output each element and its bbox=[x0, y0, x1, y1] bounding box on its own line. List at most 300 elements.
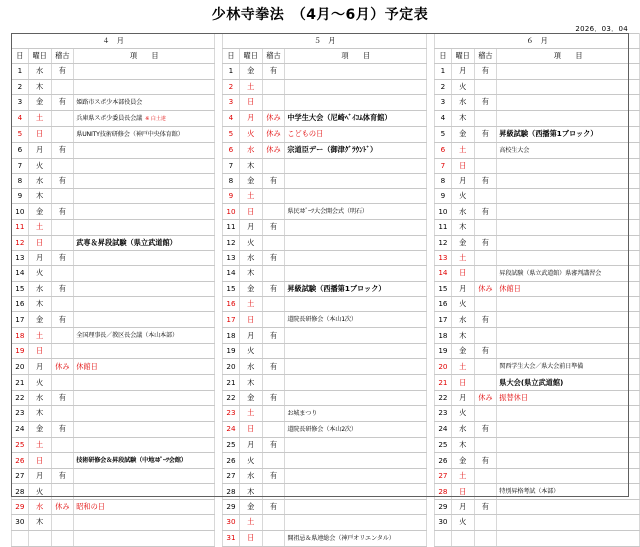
event-cell bbox=[285, 530, 427, 546]
column-gap bbox=[427, 530, 435, 546]
event-cell bbox=[285, 158, 427, 173]
event-text: 県民ｽﾎﾟｰﾂ大会開会式（明石） bbox=[287, 208, 368, 216]
practice-cell bbox=[262, 312, 285, 328]
day-cell: 2 bbox=[435, 79, 452, 94]
practice-cell bbox=[474, 469, 497, 484]
practice-cell: 有 bbox=[262, 469, 285, 484]
weekday-cell: 金 bbox=[239, 281, 262, 296]
day-cell: 15 bbox=[435, 281, 452, 296]
header-practice: 稽古 bbox=[51, 49, 74, 64]
header-day: 日 bbox=[12, 49, 29, 64]
practice-cell bbox=[262, 204, 285, 220]
day-cell: 22 bbox=[435, 390, 452, 405]
header-day: 日 bbox=[435, 49, 452, 64]
event-cell bbox=[497, 110, 640, 126]
event-cell bbox=[285, 437, 427, 452]
column-gap bbox=[427, 328, 435, 344]
event-cell bbox=[74, 126, 215, 142]
weekday-cell: 水 bbox=[451, 312, 474, 328]
event-cell bbox=[497, 297, 640, 312]
header-item: 項 目 bbox=[74, 49, 215, 64]
event-cell bbox=[74, 281, 215, 296]
day-cell: 23 bbox=[12, 405, 29, 421]
practice-cell: 有 bbox=[474, 453, 497, 469]
column-gap bbox=[427, 110, 435, 126]
table-row bbox=[12, 173, 640, 188]
practice-cell bbox=[474, 158, 497, 173]
day-cell: 20 bbox=[435, 359, 452, 375]
day-cell: 25 bbox=[435, 437, 452, 452]
practice-cell bbox=[474, 515, 497, 530]
day-cell: 30 bbox=[12, 515, 29, 530]
weekday-cell: 日 bbox=[239, 421, 262, 437]
weekday-cell: 月 bbox=[239, 110, 262, 126]
weekday-cell: 月 bbox=[239, 437, 262, 452]
column-gap bbox=[427, 437, 435, 452]
weekday-cell: 金 bbox=[239, 173, 262, 188]
weekday-cell: 金 bbox=[28, 204, 51, 220]
practice-cell bbox=[51, 235, 74, 250]
table-row bbox=[12, 126, 640, 142]
event-cell bbox=[74, 204, 215, 220]
column-gap bbox=[215, 235, 223, 250]
column-gap bbox=[215, 142, 223, 158]
day-cell: 17 bbox=[12, 312, 29, 328]
table-row bbox=[12, 375, 640, 390]
weekday-cell: 日 bbox=[239, 312, 262, 328]
event-cell bbox=[285, 328, 427, 344]
event-text: 関西学生大会／県大会前日準備 bbox=[499, 363, 584, 371]
event-cell bbox=[74, 500, 215, 515]
practice-cell bbox=[262, 235, 285, 250]
table-row bbox=[12, 235, 640, 250]
event-cell bbox=[497, 405, 640, 421]
weekday-cell: 日 bbox=[451, 158, 474, 173]
event-cell bbox=[497, 126, 640, 142]
weekday-cell: 木 bbox=[239, 375, 262, 390]
practice-cell bbox=[262, 79, 285, 94]
practice-cell bbox=[474, 265, 497, 281]
weekday-cell: 金 bbox=[28, 421, 51, 437]
table-row bbox=[12, 421, 640, 437]
column-gap bbox=[215, 64, 223, 79]
weekday-cell: 木 bbox=[239, 158, 262, 173]
table-row bbox=[12, 250, 640, 265]
event-cell bbox=[285, 421, 427, 437]
column-gap bbox=[427, 204, 435, 220]
weekday-cell: 土 bbox=[451, 469, 474, 484]
day-cell: 5 bbox=[12, 126, 29, 142]
day-cell: 2 bbox=[12, 79, 29, 94]
event-text: 武専＆昇段試験（県立武道館） bbox=[76, 237, 177, 247]
practice-cell: 有 bbox=[262, 250, 285, 265]
table-row bbox=[12, 312, 640, 328]
practice-cell: 休み bbox=[262, 142, 285, 158]
event-cell bbox=[497, 500, 640, 515]
column-gap bbox=[215, 220, 223, 235]
practice-cell bbox=[474, 375, 497, 390]
day-cell: 6 bbox=[435, 142, 452, 158]
day-cell: 23 bbox=[223, 405, 240, 421]
practice-cell bbox=[474, 110, 497, 126]
event-text: 道院長研修会（本山1次） bbox=[287, 316, 357, 324]
column-gap bbox=[215, 265, 223, 281]
practice-cell bbox=[51, 265, 74, 281]
event-cell bbox=[497, 94, 640, 110]
event-cell bbox=[74, 297, 215, 312]
day-cell: 29 bbox=[435, 500, 452, 515]
weekday-cell: 火 bbox=[239, 126, 262, 142]
practice-cell bbox=[262, 405, 285, 421]
column-gap bbox=[215, 297, 223, 312]
practice-cell bbox=[262, 94, 285, 110]
event-text: 休館日 bbox=[76, 361, 98, 371]
page-title: 少林寺拳法 （4月～6月）予定表 bbox=[211, 7, 429, 23]
practice-cell: 有 bbox=[51, 312, 74, 328]
day-cell: 28 bbox=[435, 484, 452, 500]
weekday-cell: 水 bbox=[239, 142, 262, 158]
event-cell bbox=[497, 484, 640, 500]
column-gap bbox=[427, 421, 435, 437]
table-row bbox=[12, 265, 640, 281]
column-gap bbox=[427, 265, 435, 281]
event-cell bbox=[285, 469, 427, 484]
table-row bbox=[12, 390, 640, 405]
practice-cell bbox=[51, 189, 74, 204]
weekday-cell: 木 bbox=[451, 220, 474, 235]
day-cell: 7 bbox=[12, 158, 29, 173]
table-row bbox=[12, 79, 640, 94]
day-cell: 11 bbox=[435, 220, 452, 235]
event-cell bbox=[74, 312, 215, 328]
column-gap bbox=[215, 173, 223, 188]
practice-cell: 有 bbox=[474, 64, 497, 79]
header-day: 日 bbox=[223, 49, 240, 64]
weekday-cell: 金 bbox=[239, 390, 262, 405]
header-item: 項 目 bbox=[285, 49, 427, 64]
column-gap bbox=[427, 312, 435, 328]
day-cell: 4 bbox=[435, 110, 452, 126]
weekday-cell: 火 bbox=[451, 189, 474, 204]
event-cell bbox=[285, 390, 427, 405]
practice-cell: 有 bbox=[474, 421, 497, 437]
weekday-cell: 火 bbox=[239, 453, 262, 469]
day-cell: 5 bbox=[223, 126, 240, 142]
column-gap bbox=[427, 405, 435, 421]
weekday-cell: 金 bbox=[239, 500, 262, 515]
day-cell: 13 bbox=[435, 250, 452, 265]
event-cell bbox=[74, 220, 215, 235]
practice-cell: 有 bbox=[474, 126, 497, 142]
day-cell: 30 bbox=[223, 515, 240, 530]
weekday-cell: 月 bbox=[28, 250, 51, 265]
table-row bbox=[12, 158, 640, 173]
weekday-cell: 日 bbox=[28, 453, 51, 469]
practice-cell bbox=[51, 158, 74, 173]
event-text: 宗道臣デー（御津ｸﾞﾗｳﾝﾄﾞ） bbox=[287, 145, 378, 155]
header-weekday: 曜日 bbox=[451, 49, 474, 64]
weekday-cell: 日 bbox=[451, 375, 474, 390]
event-cell bbox=[285, 515, 427, 530]
weekday-cell: 金 bbox=[451, 126, 474, 142]
event-cell bbox=[285, 265, 427, 281]
weekday-cell: 木 bbox=[28, 297, 51, 312]
practice-cell bbox=[474, 189, 497, 204]
day-cell: 19 bbox=[12, 344, 29, 359]
event-cell bbox=[285, 220, 427, 235]
practice-cell bbox=[51, 530, 74, 546]
practice-cell bbox=[262, 530, 285, 546]
column-gap bbox=[427, 250, 435, 265]
practice-cell bbox=[51, 297, 74, 312]
column-gap bbox=[215, 94, 223, 110]
day-cell: 26 bbox=[12, 453, 29, 469]
practice-cell bbox=[262, 158, 285, 173]
day-cell: 19 bbox=[223, 344, 240, 359]
column-gap bbox=[215, 79, 223, 94]
day-cell: 6 bbox=[12, 142, 29, 158]
weekday-cell: 月 bbox=[451, 500, 474, 515]
event-cell bbox=[74, 453, 215, 469]
event-text: 県UNITY技術研修会（神戸中央体育館） bbox=[76, 130, 184, 138]
column-gap bbox=[215, 204, 223, 220]
event-cell bbox=[497, 437, 640, 452]
practice-cell: 有 bbox=[51, 281, 74, 296]
column-gap bbox=[427, 79, 435, 94]
weekday-cell: 水 bbox=[239, 359, 262, 375]
day-cell: 21 bbox=[223, 375, 240, 390]
document-date: 2026．03．04 bbox=[575, 25, 628, 33]
day-cell: 10 bbox=[435, 204, 452, 220]
day-cell: 6 bbox=[223, 142, 240, 158]
event-cell bbox=[497, 204, 640, 220]
table-row bbox=[12, 204, 640, 220]
weekday-cell: 日 bbox=[239, 530, 262, 546]
weekday-cell: 水 bbox=[239, 250, 262, 265]
column-gap bbox=[215, 469, 223, 484]
practice-cell: 有 bbox=[51, 421, 74, 437]
day-cell: 5 bbox=[435, 126, 452, 142]
column-gap bbox=[215, 312, 223, 328]
table-row bbox=[12, 142, 640, 158]
practice-cell: 有 bbox=[474, 173, 497, 188]
practice-cell: 有 bbox=[262, 220, 285, 235]
event-cell bbox=[74, 79, 215, 94]
event-cell bbox=[497, 220, 640, 235]
weekday-cell: 木 bbox=[451, 110, 474, 126]
column-gap bbox=[427, 297, 435, 312]
weekday-cell: 月 bbox=[239, 220, 262, 235]
event-note: ※ 白土達 bbox=[145, 115, 166, 122]
column-gap bbox=[215, 126, 223, 142]
practice-cell bbox=[474, 359, 497, 375]
event-text: 昭和の日 bbox=[76, 502, 105, 512]
weekday-cell: 月 bbox=[239, 328, 262, 344]
weekday-cell: 火 bbox=[239, 344, 262, 359]
practice-cell bbox=[474, 328, 497, 344]
day-cell: 18 bbox=[223, 328, 240, 344]
event-cell bbox=[285, 375, 427, 390]
practice-cell bbox=[51, 375, 74, 390]
weekday-cell: 木 bbox=[239, 484, 262, 500]
weekday-cell: 土 bbox=[451, 359, 474, 375]
event-cell bbox=[74, 530, 215, 546]
day-cell: 3 bbox=[12, 94, 29, 110]
day-cell: 25 bbox=[12, 437, 29, 452]
day-cell: 7 bbox=[435, 158, 452, 173]
weekday-cell: 火 bbox=[451, 297, 474, 312]
column-gap bbox=[427, 453, 435, 469]
weekday-cell: 土 bbox=[239, 79, 262, 94]
column-gap bbox=[427, 142, 435, 158]
event-cell bbox=[497, 390, 640, 405]
event-cell bbox=[285, 344, 427, 359]
event-cell bbox=[74, 265, 215, 281]
event-text: 開祖忌＆県連総会（神戸オリエンタル） bbox=[287, 534, 395, 542]
day-cell: 16 bbox=[223, 297, 240, 312]
weekday-cell: 土 bbox=[239, 405, 262, 421]
day-cell: 8 bbox=[435, 173, 452, 188]
column-gap bbox=[215, 390, 223, 405]
day-cell: 23 bbox=[435, 405, 452, 421]
column-gap bbox=[215, 344, 223, 359]
table-row bbox=[12, 110, 640, 126]
event-cell bbox=[497, 515, 640, 530]
column-gap bbox=[215, 34, 223, 49]
column-gap bbox=[215, 530, 223, 546]
table-row bbox=[12, 530, 640, 546]
event-cell bbox=[285, 281, 427, 296]
day-cell: 13 bbox=[12, 250, 29, 265]
practice-cell bbox=[51, 126, 74, 142]
event-cell bbox=[285, 453, 427, 469]
practice-cell: 休み bbox=[474, 281, 497, 296]
day-cell: 22 bbox=[223, 390, 240, 405]
event-text: 兵庫県スポ少委員長会議 bbox=[76, 114, 143, 122]
table-row bbox=[12, 281, 640, 296]
practice-cell bbox=[262, 515, 285, 530]
weekday-cell: 木 bbox=[239, 265, 262, 281]
weekday-cell: 金 bbox=[451, 453, 474, 469]
event-cell bbox=[74, 359, 215, 375]
day-cell: 9 bbox=[435, 189, 452, 204]
practice-cell bbox=[262, 421, 285, 437]
day-cell bbox=[12, 530, 29, 546]
weekday-cell: 月 bbox=[28, 469, 51, 484]
practice-cell bbox=[262, 265, 285, 281]
weekday-cell: 火 bbox=[28, 484, 51, 500]
weekday-cell: 土 bbox=[28, 220, 51, 235]
weekday-cell: 月 bbox=[28, 142, 51, 158]
event-text: 姫路市スポ少本部役員会 bbox=[76, 98, 143, 106]
column-gap bbox=[215, 515, 223, 530]
practice-cell bbox=[474, 142, 497, 158]
weekday-cell: 金 bbox=[28, 312, 51, 328]
column-gap bbox=[427, 173, 435, 188]
day-cell: 8 bbox=[12, 173, 29, 188]
column-gap bbox=[427, 359, 435, 375]
event-cell bbox=[497, 312, 640, 328]
day-cell: 4 bbox=[223, 110, 240, 126]
event-cell bbox=[74, 94, 215, 110]
weekday-cell: 土 bbox=[28, 110, 51, 126]
weekday-cell: 土 bbox=[28, 437, 51, 452]
column-gap bbox=[427, 390, 435, 405]
column-gap bbox=[427, 49, 435, 64]
practice-cell: 有 bbox=[51, 390, 74, 405]
practice-cell: 有 bbox=[474, 500, 497, 515]
practice-cell: 有 bbox=[51, 142, 74, 158]
column-gap bbox=[427, 484, 435, 500]
table-row bbox=[12, 328, 640, 344]
event-cell bbox=[74, 437, 215, 452]
day-cell: 27 bbox=[435, 469, 452, 484]
month-label: ４ 月 bbox=[12, 34, 215, 49]
event-cell bbox=[74, 64, 215, 79]
practice-cell bbox=[51, 437, 74, 452]
weekday-cell: 火 bbox=[451, 79, 474, 94]
practice-cell: 休み bbox=[262, 126, 285, 142]
weekday-cell: 木 bbox=[28, 79, 51, 94]
column-gap bbox=[215, 500, 223, 515]
month-label: ６ 月 bbox=[435, 34, 640, 49]
event-cell bbox=[74, 515, 215, 530]
practice-cell bbox=[474, 437, 497, 452]
day-cell: 26 bbox=[435, 453, 452, 469]
practice-cell: 有 bbox=[262, 328, 285, 344]
day-cell: 9 bbox=[12, 189, 29, 204]
event-cell bbox=[285, 189, 427, 204]
practice-cell: 有 bbox=[262, 359, 285, 375]
column-gap bbox=[215, 405, 223, 421]
practice-cell bbox=[51, 344, 74, 359]
event-cell bbox=[497, 158, 640, 173]
weekday-cell: 水 bbox=[28, 281, 51, 296]
event-text: 道院長研修会（本山2次） bbox=[287, 425, 357, 433]
event-cell bbox=[74, 173, 215, 188]
event-cell bbox=[285, 204, 427, 220]
event-cell bbox=[497, 421, 640, 437]
practice-cell: 休み bbox=[474, 390, 497, 405]
weekday-cell: 日 bbox=[451, 484, 474, 500]
practice-cell bbox=[474, 79, 497, 94]
practice-cell: 有 bbox=[51, 250, 74, 265]
weekday-cell: 月 bbox=[28, 359, 51, 375]
month-label: ５ 月 bbox=[223, 34, 427, 49]
weekday-cell: 土 bbox=[451, 142, 474, 158]
column-gap bbox=[215, 328, 223, 344]
event-cell bbox=[285, 235, 427, 250]
event-text: 昇段試験（県立武道館）県審判講習会 bbox=[499, 269, 602, 277]
column-header-row bbox=[12, 49, 640, 64]
weekday-cell: 日 bbox=[239, 94, 262, 110]
table-row bbox=[12, 405, 640, 421]
event-text: こどもの日 bbox=[287, 129, 324, 139]
weekday-cell: 金 bbox=[239, 64, 262, 79]
practice-cell bbox=[262, 297, 285, 312]
event-cell bbox=[74, 344, 215, 359]
practice-cell: 有 bbox=[51, 204, 74, 220]
day-cell: 17 bbox=[223, 312, 240, 328]
practice-cell: 有 bbox=[51, 173, 74, 188]
practice-cell: 有 bbox=[262, 173, 285, 188]
weekday-cell: 月 bbox=[451, 173, 474, 188]
practice-cell bbox=[51, 328, 74, 344]
event-cell bbox=[497, 173, 640, 188]
practice-cell bbox=[51, 515, 74, 530]
practice-cell: 休み bbox=[262, 110, 285, 126]
table-row bbox=[12, 437, 640, 452]
